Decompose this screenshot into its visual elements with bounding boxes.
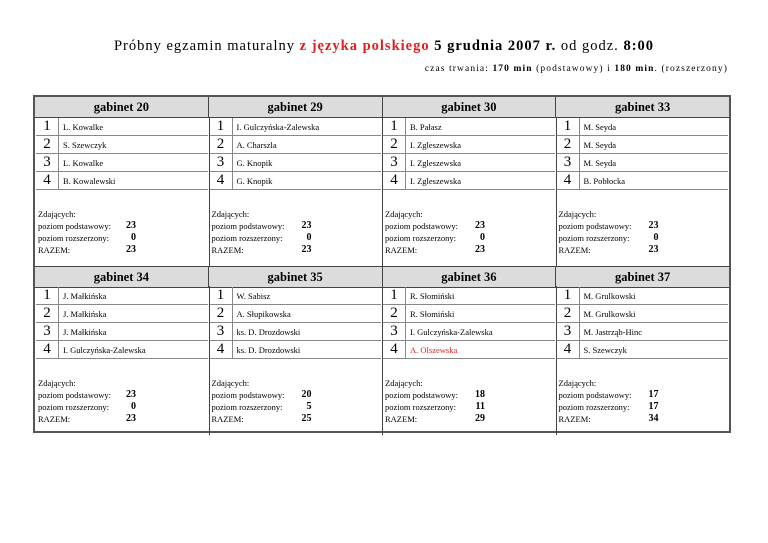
duration-basic-suffix: (podstawowy) i <box>536 64 611 74</box>
session-row <box>36 136 208 154</box>
title-date: 5 grudnia 2007 r. <box>434 38 557 54</box>
summary-label: poziom podstawowy: <box>385 390 458 400</box>
session-row <box>383 154 555 172</box>
supervisor-name: R. Słomiński <box>410 290 455 301</box>
summary-label: RAZEM: <box>385 245 418 255</box>
summary-label: poziom podstawowy: <box>385 221 458 231</box>
schedule-table <box>33 95 731 433</box>
room-summary <box>38 377 206 425</box>
summary-label: RAZEM: <box>38 245 71 255</box>
supervisor-name: A. Charszla <box>236 139 277 150</box>
session-number: 4 <box>557 172 580 189</box>
summary-label: poziom rozszerzony: <box>558 402 630 412</box>
supervisor-name: J. Małkińska <box>63 290 107 301</box>
summary-label: Zdających: <box>385 378 423 388</box>
summary-total-count: 23 <box>126 413 136 424</box>
supervisor-name: M. Grulkowski <box>583 290 636 301</box>
summary-label: Zdających: <box>211 209 250 219</box>
session-number: 1 <box>210 118 233 135</box>
room-header: gabinet 30 <box>382 97 556 117</box>
session-row <box>210 323 382 341</box>
session-row <box>383 136 555 154</box>
session-row <box>557 172 729 190</box>
session-number: 4 <box>557 341 580 358</box>
summary-total-count: 23 <box>475 244 485 255</box>
supervisor-name: L. Kowalke <box>63 157 104 168</box>
session-row <box>36 341 208 359</box>
summary-extended-count: 0 <box>131 401 136 412</box>
supervisor-name: B. Kowalewski <box>63 175 116 186</box>
summary-basic-count: 17 <box>648 389 659 400</box>
room-summary <box>38 208 206 256</box>
summary-label: Zdających: <box>38 209 76 219</box>
room-summary <box>385 377 553 425</box>
room-summary <box>212 377 380 425</box>
summary-total-count: 23 <box>301 244 312 255</box>
summary-label: RAZEM: <box>558 414 591 424</box>
summary-extended-count: 11 <box>475 401 485 412</box>
summary-label: RAZEM: <box>211 414 244 424</box>
session-number: 4 <box>383 172 406 189</box>
session-row <box>210 305 382 323</box>
session-number: 4 <box>36 341 59 358</box>
summary-label: Zdających: <box>558 378 597 388</box>
summary-label: poziom rozszerzony: <box>558 233 630 243</box>
session-row <box>36 172 208 190</box>
session-row <box>210 136 382 154</box>
session-row <box>36 305 208 323</box>
session-row <box>557 305 729 323</box>
title-time: 8:00 <box>623 38 655 54</box>
session-number: 3 <box>557 323 580 340</box>
room-header: gabinet 35 <box>208 267 382 287</box>
summary-total-count: 34 <box>648 413 659 424</box>
room-summary <box>385 208 553 256</box>
summary-basic-count: 18 <box>475 389 485 400</box>
supervisor-name: A. Olszewska <box>410 344 458 355</box>
room-summary <box>559 377 727 425</box>
summary-total-count: 23 <box>126 244 136 255</box>
supervisor-name: B. Pobłocka <box>583 175 626 186</box>
session-number: 3 <box>210 323 233 340</box>
summary-label: RAZEM: <box>38 414 71 424</box>
supervisor-name: M. Grulkowski <box>583 308 636 319</box>
session-row <box>557 118 729 136</box>
session-row <box>557 323 729 341</box>
summary-label: RAZEM: <box>211 245 244 255</box>
session-row <box>557 341 729 359</box>
session-number: 2 <box>383 305 406 322</box>
summary-label: poziom podstawowy: <box>558 221 632 231</box>
summary-basic-count: 20 <box>301 389 312 400</box>
summary-total-count: 25 <box>301 413 312 424</box>
duration-basic: 170 min <box>492 64 533 74</box>
session-row <box>210 172 382 190</box>
room-header: gabinet 37 <box>555 267 729 287</box>
supervisor-name: I. Gulczyńska-Zalewska <box>410 326 493 337</box>
session-row <box>383 323 555 341</box>
session-row <box>36 154 208 172</box>
room-header: gabinet 34 <box>93 270 149 284</box>
summary-label: poziom podstawowy: <box>558 390 632 400</box>
page-title <box>0 38 768 55</box>
supervisor-name: ks. D. Drozdowski <box>236 344 301 355</box>
session-row <box>557 136 729 154</box>
section-header-row <box>35 266 729 288</box>
summary-extended-count: 0 <box>131 232 136 243</box>
session-row <box>36 118 208 136</box>
room-header: gabinet 33 <box>555 97 729 117</box>
session-number: 2 <box>557 136 580 153</box>
summary-label: poziom rozszerzony: <box>211 402 283 412</box>
session-row <box>383 118 555 136</box>
supervisor-name: G. Knopik <box>236 157 273 168</box>
title-prefix: Próbny egzamin maturalny <box>113 38 296 54</box>
session-number: 1 <box>36 287 59 304</box>
session-row <box>383 172 555 190</box>
session-row <box>210 118 382 136</box>
summary-label: poziom podstawowy: <box>38 221 111 231</box>
session-number: 2 <box>36 305 59 322</box>
session-number: 3 <box>210 154 233 171</box>
summary-label: poziom rozszerzony: <box>385 233 457 243</box>
session-row <box>383 341 555 359</box>
summary-label: Zdających: <box>38 378 76 388</box>
summary-total-count: 23 <box>648 244 659 255</box>
session-number: 2 <box>383 136 406 153</box>
summary-basic-count: 23 <box>126 220 136 231</box>
session-row <box>210 341 382 359</box>
summary-label: poziom podstawowy: <box>211 390 285 400</box>
supervisor-name: I. Zgleszewska <box>410 175 461 186</box>
supervisor-name: M. Jastrząb-Hinc <box>583 326 643 337</box>
summary-extended-count: 17 <box>648 401 659 412</box>
summary-basic-count: 23 <box>475 220 485 231</box>
session-number: 4 <box>383 341 406 358</box>
session-row <box>557 154 729 172</box>
room-header: gabinet 29 <box>208 97 382 117</box>
section-header-row <box>35 97 729 118</box>
session-number: 4 <box>36 172 59 189</box>
title-time-prefix: od godz. <box>560 38 619 54</box>
room-summary <box>212 208 380 256</box>
summary-label: Zdających: <box>558 209 597 219</box>
supervisor-name: A. Słupikowska <box>236 308 291 319</box>
session-number: 3 <box>383 154 406 171</box>
supervisor-name: L. Kowalke <box>63 121 104 132</box>
summary-label: poziom rozszerzony: <box>211 233 283 243</box>
summary-basic-count: 23 <box>301 220 312 231</box>
supervisor-name: I. Zgleszewska <box>410 157 461 168</box>
summary-extended-count: 0 <box>480 232 485 243</box>
supervisor-name: J. Małkińska <box>63 308 107 319</box>
summary-label: RAZEM: <box>385 414 418 424</box>
summary-extended-count: 0 <box>306 232 312 243</box>
summary-extended-count: 0 <box>653 232 659 243</box>
supervisor-name: S. Szewczyk <box>583 344 627 355</box>
session-number: 1 <box>383 287 406 304</box>
session-row <box>210 287 382 305</box>
session-row <box>36 287 208 305</box>
session-number: 3 <box>36 323 59 340</box>
exam-duration <box>425 64 728 74</box>
duration-prefix: czas trwania: <box>424 64 489 74</box>
supervisor-name: S. Szewczyk <box>63 139 107 150</box>
summary-basic-count: 23 <box>648 220 659 231</box>
summary-label: poziom rozszerzony: <box>38 402 110 412</box>
session-number: 3 <box>383 323 406 340</box>
session-row <box>383 287 555 305</box>
supervisor-name: W. Sabisz <box>236 290 271 301</box>
session-row <box>36 323 208 341</box>
session-number: 2 <box>210 136 233 153</box>
summary-label: poziom rozszerzony: <box>385 402 457 412</box>
supervisor-name: I. Gulczyńska-Zalewska <box>236 121 320 132</box>
summary-label: poziom podstawowy: <box>38 390 111 400</box>
supervisor-name: ks. D. Drozdowski <box>236 326 301 337</box>
supervisor-name: M. Seyda <box>583 157 617 168</box>
summary-label: RAZEM: <box>558 245 591 255</box>
duration-extended-suffix: . (rozszerzony) <box>654 64 728 74</box>
room-summary <box>559 208 727 256</box>
supervisor-name: J. Małkińska <box>63 326 107 337</box>
session-number: 2 <box>210 305 233 322</box>
session-number: 2 <box>36 136 59 153</box>
session-number: 1 <box>383 118 406 135</box>
session-number: 1 <box>36 118 59 135</box>
summary-label: poziom rozszerzony: <box>38 233 110 243</box>
session-row <box>557 287 729 305</box>
supervisor-name: I. Gulczyńska-Zalewska <box>63 344 146 355</box>
supervisor-name: G. Knopik <box>236 175 273 186</box>
title-subject: z języka polskiego <box>299 38 430 54</box>
session-number: 2 <box>557 305 580 322</box>
room-header: gabinet 36 <box>382 267 556 287</box>
room-header: gabinet 20 <box>93 100 149 114</box>
supervisor-name: R. Słomiński <box>410 308 455 319</box>
summary-label: poziom podstawowy: <box>211 221 285 231</box>
supervisor-name: B. Pałasz <box>410 121 442 132</box>
session-number: 1 <box>557 118 580 135</box>
session-row <box>210 154 382 172</box>
duration-extended: 180 min <box>614 64 655 74</box>
session-row <box>383 305 555 323</box>
supervisor-name: I. Zgleszewska <box>410 139 461 150</box>
summary-label: Zdających: <box>211 378 250 388</box>
session-number: 3 <box>36 154 59 171</box>
summary-label: Zdających: <box>385 209 423 219</box>
supervisor-name: M. Seyda <box>583 121 617 132</box>
summary-extended-count: 5 <box>306 401 312 412</box>
session-number: 4 <box>210 341 233 358</box>
session-number: 1 <box>557 287 580 304</box>
summary-basic-count: 23 <box>126 389 136 400</box>
session-number: 4 <box>210 172 233 189</box>
session-number: 3 <box>557 154 580 171</box>
supervisor-name: M. Seyda <box>583 139 617 150</box>
summary-total-count: 29 <box>475 413 485 424</box>
session-number: 1 <box>210 287 233 304</box>
